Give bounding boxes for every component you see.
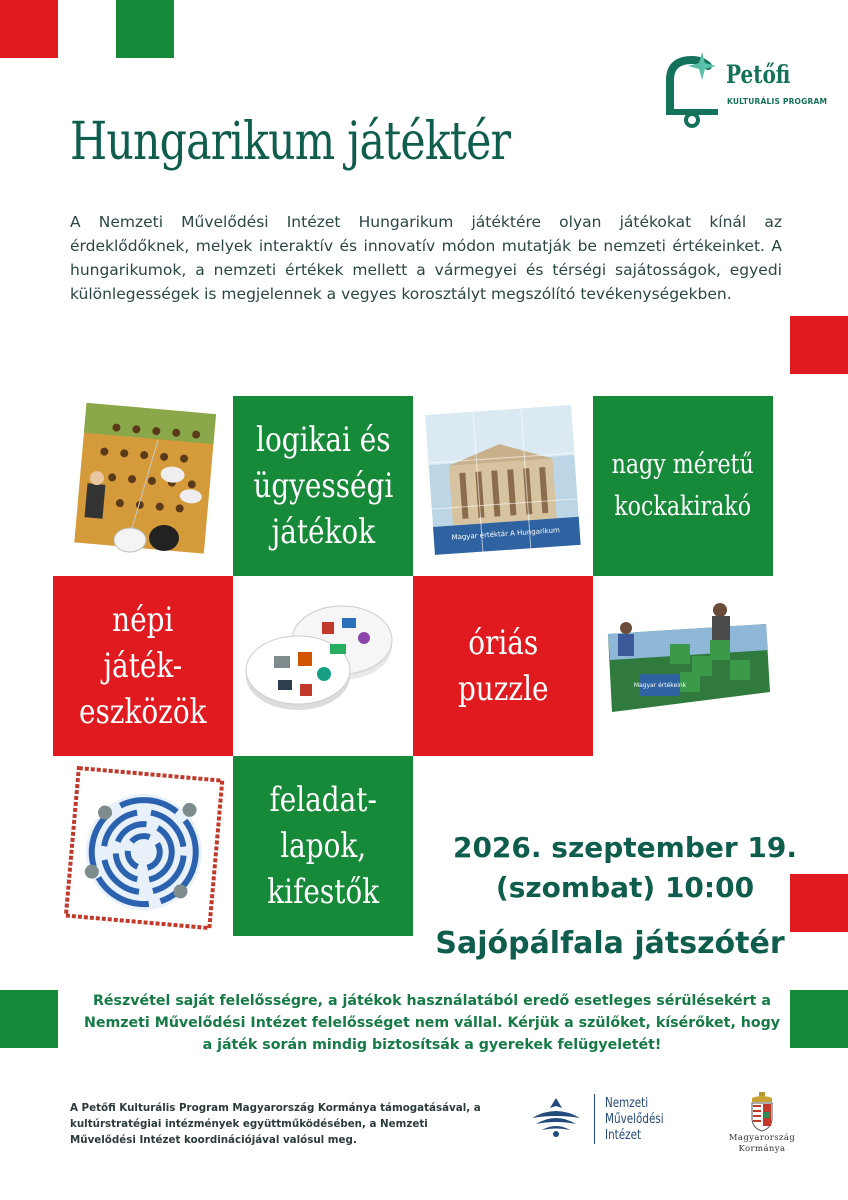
nmi-emblem-icon	[528, 1094, 584, 1140]
grid-cell-big-cube-puzzle-label: nagy méretű kockakirakó	[611, 449, 755, 522]
petofi-logo-name: Petőfi	[726, 60, 791, 89]
intro-paragraph: A Nemzeti Művelődési Intézet Hungarikum játéktére olyan játékokat kínál az érdeklődőknek, melyek interaktív és innovatív módon mutatják be nemzeti értékeinket. A hungarikumok, a nemzeti értékek mellett a vármegyei és térségi sajátosságok, egyedi különlegességek is megjelennek a vegyes korosztályt megszólító tevékenységekben.	[70, 213, 782, 303]
corner-red-square-top-left	[0, 0, 58, 58]
side-green-square-right-lower	[790, 990, 848, 1048]
side-red-square-right	[790, 316, 848, 374]
event-day-time: (szombat) 10:00	[495, 871, 755, 904]
event-place: Sajópálfala játszótér	[435, 926, 785, 961]
giant-puzzle-photo	[600, 600, 772, 730]
grid-cell-logic-games	[233, 396, 413, 576]
card-stack-photo	[238, 594, 398, 724]
grid-cell-worksheets-label: feladat- lapok, kifestők	[267, 780, 379, 912]
cube-puzzle-photo	[418, 396, 588, 566]
liability-notice: Részvétel saját felelősségre, a játékok használatából eredő esetleges sérülésekért a Nemzeti Művelődési Intézet felelősséget nem vállal. Kérjük a szülőket, kísérőket, hogy a játék során mindig biztosítsák a gyerekek felügyeletét!	[83, 993, 781, 1053]
grid-cell-worksheets	[233, 756, 413, 936]
government-logo-text: Magyarország Kormánya	[728, 1133, 796, 1154]
side-green-square-left-lower	[0, 990, 58, 1048]
hungarian-coat-of-arms-icon	[749, 1092, 775, 1132]
footer-support-text: A Petőfi Kulturális Program Magyarország Kormánya támogatásával, a kultúrstratégiai intézmények együttműködésében, a Nemzeti Művelődési Intézet koordinációjával valósul meg.	[70, 1102, 481, 1146]
corner-green-square-top	[116, 0, 174, 58]
petofi-bell-star-icon	[662, 46, 722, 128]
cube-puzzle-caption: Magyar értéktár A Hungarikum	[451, 526, 561, 542]
grid-cell-folk-toys-label: népi játék- eszközök	[79, 600, 207, 732]
grid-cell-big-cube-puzzle	[593, 396, 773, 576]
maze-worksheet-photo	[58, 764, 228, 934]
nmi-logo-text: Nemzeti Művelődési Intézet	[605, 1096, 664, 1143]
giant-puzzle-caption: Magyar értékeink	[633, 682, 687, 689]
grid-cell-giant-puzzle-label: óriás puzzle	[457, 623, 549, 709]
grid-cell-folk-toys	[53, 576, 233, 756]
event-date: 2026. szeptember 19.	[452, 831, 798, 864]
petofi-logo-subtitle: KULTURÁLIS PROGRAM	[727, 97, 828, 106]
wooden-game-board-photo	[62, 400, 222, 560]
page-title: Hungarikum játéktér	[70, 112, 511, 172]
grid-cell-logic-games-label: logikai és ügyességi játékok	[253, 420, 393, 552]
nmi-logo-divider	[594, 1094, 595, 1144]
event-date-block	[450, 828, 800, 908]
grid-cell-giant-puzzle	[413, 576, 593, 756]
